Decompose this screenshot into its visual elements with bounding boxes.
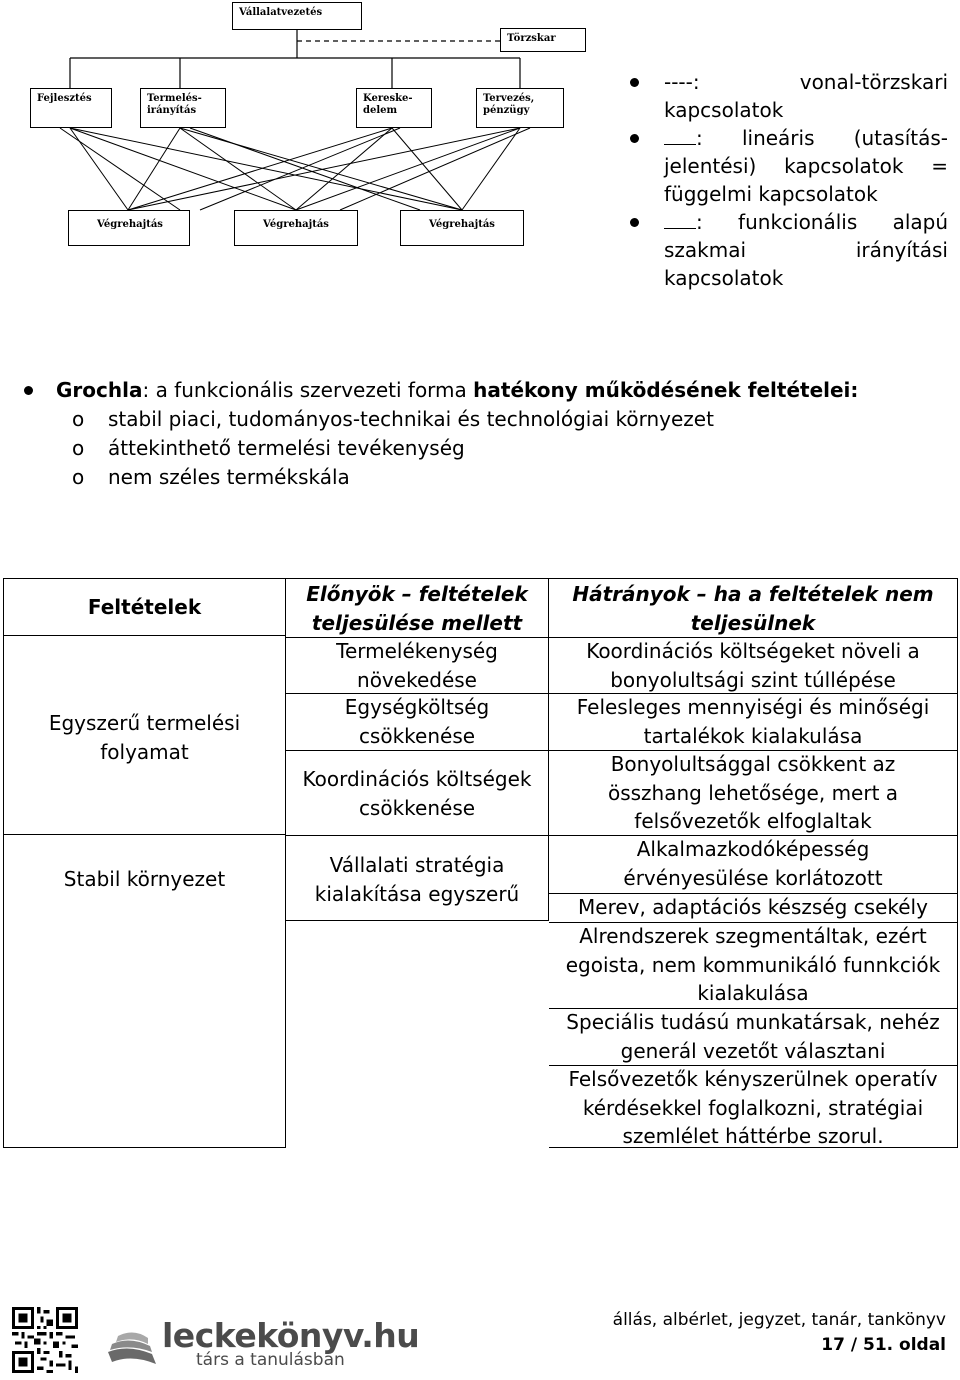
- legend-prefix: :: [696, 210, 703, 234]
- legend-text: lineáris (utasítás-jelentési) kapcsolatok = függelmi kapcsolatok: [664, 126, 948, 206]
- divider: [286, 835, 548, 836]
- disadvantages-cell: Merev, adaptációs készség csekély: [578, 895, 928, 919]
- advantages-cell: Vállalati stratégia kialakítása egyszerű: [314, 853, 520, 906]
- legend-item: [624, 124, 948, 208]
- site-logo[interactable]: [104, 1314, 420, 1374]
- solid-line-sample: [664, 127, 696, 145]
- solid-line-sample: [664, 211, 696, 229]
- grochla-list: [18, 405, 918, 492]
- advantages-header: Előnyök – feltételek teljesülése mellett: [306, 582, 528, 635]
- org-box-executor-label: Végrehajtás: [429, 219, 495, 230]
- conditions-column: [3, 578, 286, 1148]
- legend-list: [624, 68, 948, 292]
- legend-prefix: ----:: [664, 70, 700, 94]
- footer-tags: állás, albérlet, jegyzet, tanár, tankönyv: [612, 1310, 946, 1330]
- org-box-top: [232, 2, 362, 30]
- legend-item: [624, 208, 948, 292]
- org-box-function: [140, 88, 226, 128]
- advantages-column: [286, 578, 549, 921]
- divider: [4, 834, 285, 835]
- grochla-intro: : a funkcionális szervezeti forma: [142, 378, 474, 402]
- disadvantages-cell: Speciális tudású munkatársak, nehéz generál vezetőt választani: [566, 1010, 940, 1063]
- disadvantages-cell: Alkalmazkodóképesség érvényesülése korlátozott: [623, 837, 883, 890]
- conditions-cell: Egyszerű termelési folyamat: [48, 711, 241, 764]
- grochla-section: [18, 376, 918, 492]
- conditions-table: [3, 578, 958, 1148]
- disadvantages-column: [549, 578, 958, 1148]
- legend-item: [624, 68, 948, 124]
- advantages-cell: Egységköltség csökkenése: [344, 695, 490, 748]
- org-box-function: [356, 88, 432, 128]
- grochla-heading: [18, 376, 918, 405]
- org-chart: [0, 0, 600, 260]
- org-box-executor: [400, 210, 524, 246]
- conditions-cell: Stabil környezet: [63, 867, 226, 891]
- org-box-function-label: Kereske- delem: [363, 93, 413, 116]
- disadvantages-cell: Felesleges mennyiségi és minőségi tartalékok kialakulása: [576, 695, 930, 748]
- org-box-function-label: Tervezés, pénzügy: [483, 93, 535, 116]
- grochla-bold: hatékony működésének feltételei:: [473, 378, 859, 402]
- logo-text: leckekönyv.hu: [162, 1316, 420, 1355]
- advantages-cell: Koordinációs költségek csökkenése: [302, 767, 532, 820]
- org-box-function-label: Fejlesztés: [37, 93, 92, 104]
- logo-tagline: társ a tanulásban: [196, 1350, 345, 1370]
- org-box-function: [30, 88, 112, 128]
- qr-code-icon: [12, 1307, 78, 1373]
- org-box-executor: [234, 210, 358, 246]
- org-box-executor-label: Végrehajtás: [97, 219, 163, 230]
- org-box-function: [476, 88, 564, 128]
- disadvantages-cell: Bonyolultsággal csökkent az összhang lehetősége, mert a felsővezetők elfoglaltak: [607, 752, 899, 833]
- org-box-executor-label: Végrehajtás: [263, 219, 329, 230]
- divider: [4, 635, 285, 636]
- org-box-top-label: Vállalatvezetés: [239, 7, 323, 18]
- org-box-executor: [68, 210, 190, 246]
- org-box-function-label: Termelés- irányítás: [147, 93, 202, 116]
- org-box-staff: [500, 28, 586, 52]
- org-box-staff-label: Törzskar: [507, 33, 556, 44]
- legend-prefix: :: [696, 126, 703, 150]
- legend-text: vonal-törzskari kapcsolatok: [664, 70, 948, 122]
- book-logo-icon: [104, 1314, 164, 1372]
- grochla-item: o nem széles termékskála: [18, 463, 918, 492]
- grochla-item: o stabil piaci, tudományos-technikai és technológiai környezet: [18, 405, 918, 434]
- disadvantages-header: Hátrányok – ha a feltételek nem teljesülnek: [572, 582, 934, 635]
- grochla-item: o áttekinthető termelési tevékenység: [18, 434, 918, 463]
- conditions-header: Feltételek: [87, 595, 202, 619]
- advantages-cell: Termelékenység növekedése: [336, 639, 498, 692]
- disadvantages-cell: Alrendszerek szegmentáltak, ezért egoista, nem kommunikáló funnkciók kialakulása: [565, 924, 941, 1005]
- disadvantages-cell: Koordinációs költségeket növeli a bonyolultsági szint túllépése: [586, 639, 920, 692]
- disadvantages-cell: Felsővezetők kényszerülnek operatív kérdésekkel foglalkozni, stratégiai szemlélet háttérbe szorul.: [568, 1067, 938, 1148]
- legend-text: funkcionális alapú szakmai irányítási kapcsolatok: [664, 210, 949, 290]
- divider: [286, 750, 548, 751]
- page-number: 17 / 51. oldal: [821, 1335, 946, 1355]
- grochla-name: Grochla: [56, 378, 143, 402]
